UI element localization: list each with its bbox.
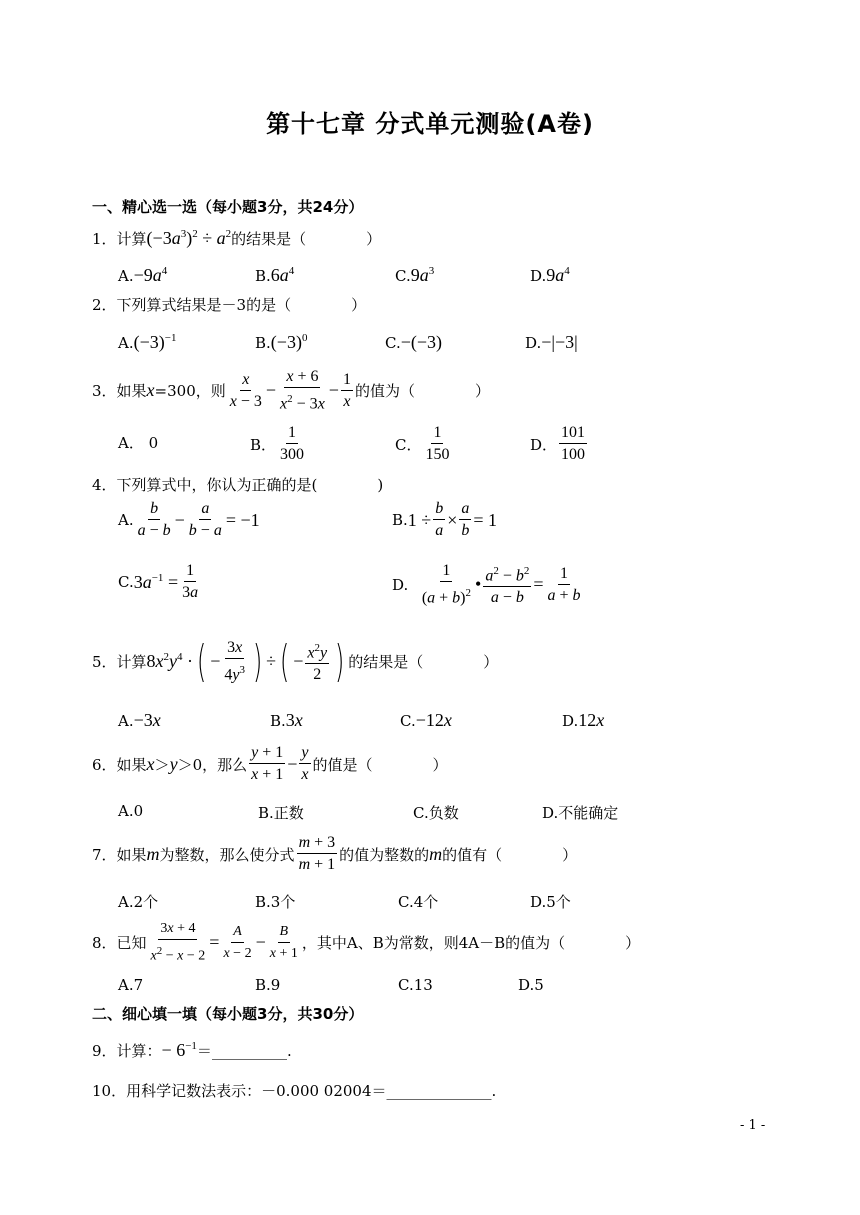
q5-d-label: D.	[562, 711, 579, 730]
q9-end: .	[286, 1041, 292, 1060]
q1-d-label: D.	[530, 266, 547, 285]
question-3: 3．如果 x =300，则 $\frac{x}{x - 3}$ − $\frac{x + 6}{x^2 - 3x}$ − $\frac{1}{x}$ 的值为（ ）	[92, 368, 490, 413]
q9-blank[interactable]: __________	[211, 1041, 287, 1060]
page-number: - 1 -	[740, 1118, 766, 1133]
question-1	[92, 228, 381, 249]
q3-number: 3．如果	[92, 382, 147, 401]
q3-c-label: C．	[395, 435, 422, 454]
q3-b-label: B．	[250, 435, 277, 454]
q1-option-c: C. $9a^3$	[395, 265, 435, 285]
question-4: 4．下列算式中，你认为正确的是( )	[92, 476, 384, 494]
q5-c-label: C.	[400, 711, 416, 730]
q4-option-b: B. 1 ÷ $\frac{b}{a}$ × $\frac{a}{b}$ = 1	[392, 500, 497, 539]
q5-tail: 的结果是（ ）	[348, 653, 499, 671]
q5-number: 5．计算	[92, 653, 147, 671]
q8-number: 8．已知	[92, 934, 147, 953]
q3-a-value: 0	[148, 433, 159, 452]
q7-option-c: C.4个	[398, 893, 439, 911]
q3-option-c: C． $\frac{1}{150}$	[395, 424, 450, 463]
q8-option-c: C.13	[398, 976, 433, 994]
q2-option-c: C. −(−3)	[385, 332, 443, 352]
q3-mid: =300，则	[154, 382, 226, 401]
q4-d-label: D.	[392, 575, 409, 594]
q6-tail: 的值是（ ）	[312, 755, 448, 774]
q9-number: 9．计算：	[92, 1042, 162, 1060]
question-9: 9．计算： − $6^{-1}$ ＝ __________ .	[92, 1040, 292, 1060]
q1-expression: $(-3a^3)^2 \div a^2$	[146, 228, 232, 248]
q1-option-a: A. $-9a^4$	[118, 265, 168, 285]
q10-end: .	[491, 1081, 497, 1100]
q10-stem: 10．用科学记数法表示：－0.000 02004＝	[92, 1082, 387, 1100]
q4-option-a: A. $\frac{b}{a - b}$ − $\frac{a}{b - a}$ = −1	[118, 500, 260, 539]
q3-frac-1: $\frac{x}{x - 3}$	[229, 370, 262, 410]
q8-option-b: B.9	[255, 976, 281, 994]
q3-a-label: A．	[118, 434, 144, 452]
q5-option-a: A. −3x	[118, 710, 161, 730]
q3-frac-3: $\frac{1}{x}$	[342, 370, 351, 410]
q5-b-label: B.	[270, 711, 286, 730]
q3-tail: 的值为（ ）	[354, 382, 490, 401]
question-5: 5．计算 $8x^2y^4$ · ( − $\frac{3x}{4y^3}$ ) ÷ ( − $\frac{x^2y}{2}$ ) 的结果是（ ）	[92, 636, 499, 687]
q1-number: 1．计算	[92, 230, 147, 248]
q4-c-label: C.	[118, 573, 134, 591]
q5-option-c: C. −12x	[400, 710, 452, 730]
q3-option-d: D． $\frac{101}{100}$	[530, 424, 586, 463]
q7-option-d: D.5个	[530, 893, 571, 911]
question-2: 2．下列算式结果是－3的是（ ）	[92, 296, 367, 314]
q7-option-b: B.3个	[255, 893, 296, 911]
section-heading-choice: 一、精心选一选（每小题3分，共24分）	[92, 198, 364, 216]
q6-gt2: ＞0，那么	[177, 755, 248, 774]
q1-c-label: C.	[395, 266, 411, 285]
question-6: 6．如果 x ＞ y ＞0，那么 $\frac{y + 1}{x + 1}$ − $\frac{y}{x}$ 的值是（ ）	[92, 744, 448, 783]
q3-frac-2: $\frac{x + 6}{x^2 - 3x}$	[280, 368, 325, 413]
q4-b-label: B.	[392, 511, 408, 529]
question-8: 8．已知 $\frac{3x + 4}{x^2 - x - 2}$ = $\frac{A}{x - 2}$ − $\frac{B}{x + 1}$ ，其中A、B为常数，则4A－B的值为（ ）	[92, 921, 641, 964]
section-heading-fill: 二、细心填一填（每小题3分，共30分）	[92, 1005, 364, 1023]
q1-b-label: B.	[255, 266, 271, 285]
q7-option-a: A.2个	[118, 893, 159, 911]
q2-option-d: D. −|−3|	[525, 332, 578, 352]
q10-blank[interactable]: ______________	[386, 1081, 492, 1100]
q2-a-label: A.	[118, 333, 134, 352]
q3-option-b: B． $\frac{1}{300}$	[250, 424, 305, 463]
q7-tail: 的值有（ ）	[442, 845, 578, 864]
q1-option-b: B. $6a^4$	[255, 265, 295, 285]
page-title: 第十七章 分式单元测验(A卷)	[266, 110, 594, 138]
q7-mid: 为整数，那么使分式	[159, 845, 295, 864]
q6-option-a: A.0	[118, 802, 144, 820]
q2-option-a: A. $(-3)^{-1}$	[118, 332, 177, 352]
q2-d-label: D.	[525, 333, 542, 352]
q5-option-d: D. 12x	[562, 710, 605, 730]
q6-option-d: D.不能确定	[542, 804, 619, 822]
q4-option-d: D. $\frac{1}{(a + b)^2}$ • $\frac{a^2 - b^2}{a - b}$ = $\frac{1}{a + b}$	[392, 562, 581, 607]
q2-option-b: B. $(-3)^0$	[255, 332, 308, 352]
q5-option-b: B. 3x	[270, 710, 303, 730]
q6-gt1: ＞	[154, 755, 170, 774]
q5-a-label: A.	[118, 711, 134, 730]
q6-option-c: C.负数	[413, 804, 459, 822]
q1-option-d: D. $9a^4$	[530, 265, 570, 285]
q6-number: 6．如果	[92, 755, 147, 774]
q1-a-label: A.	[118, 266, 134, 285]
q2-c-label: C.	[385, 333, 401, 352]
question-10	[92, 1080, 496, 1101]
question-7: 7．如果 m 为整数，那么使分式 $\frac{m + 3}{m + 1}$ 的值为整数的 m 的值有（ ）	[92, 834, 578, 873]
q7-number: 7．如果	[92, 845, 147, 864]
q8-option-a: A.7	[118, 976, 144, 994]
q8-option-d: D.5	[518, 976, 544, 994]
q3-option-a	[118, 432, 158, 453]
q4-option-c: C. $3a^{-1}$ = $\frac{1}{3a}$	[118, 562, 199, 601]
q1-tail: 的结果是（ ）	[231, 230, 382, 248]
q6-option-b: B.正数	[258, 804, 304, 822]
q3-d-label: D．	[530, 435, 558, 454]
q2-b-label: B.	[255, 333, 271, 352]
q8-tail: ，其中A、B为常数，则4A－B的值为（ ）	[301, 934, 641, 953]
q4-a-label: A.	[118, 511, 134, 529]
q7-mid2: 的值为整数的	[339, 845, 430, 864]
